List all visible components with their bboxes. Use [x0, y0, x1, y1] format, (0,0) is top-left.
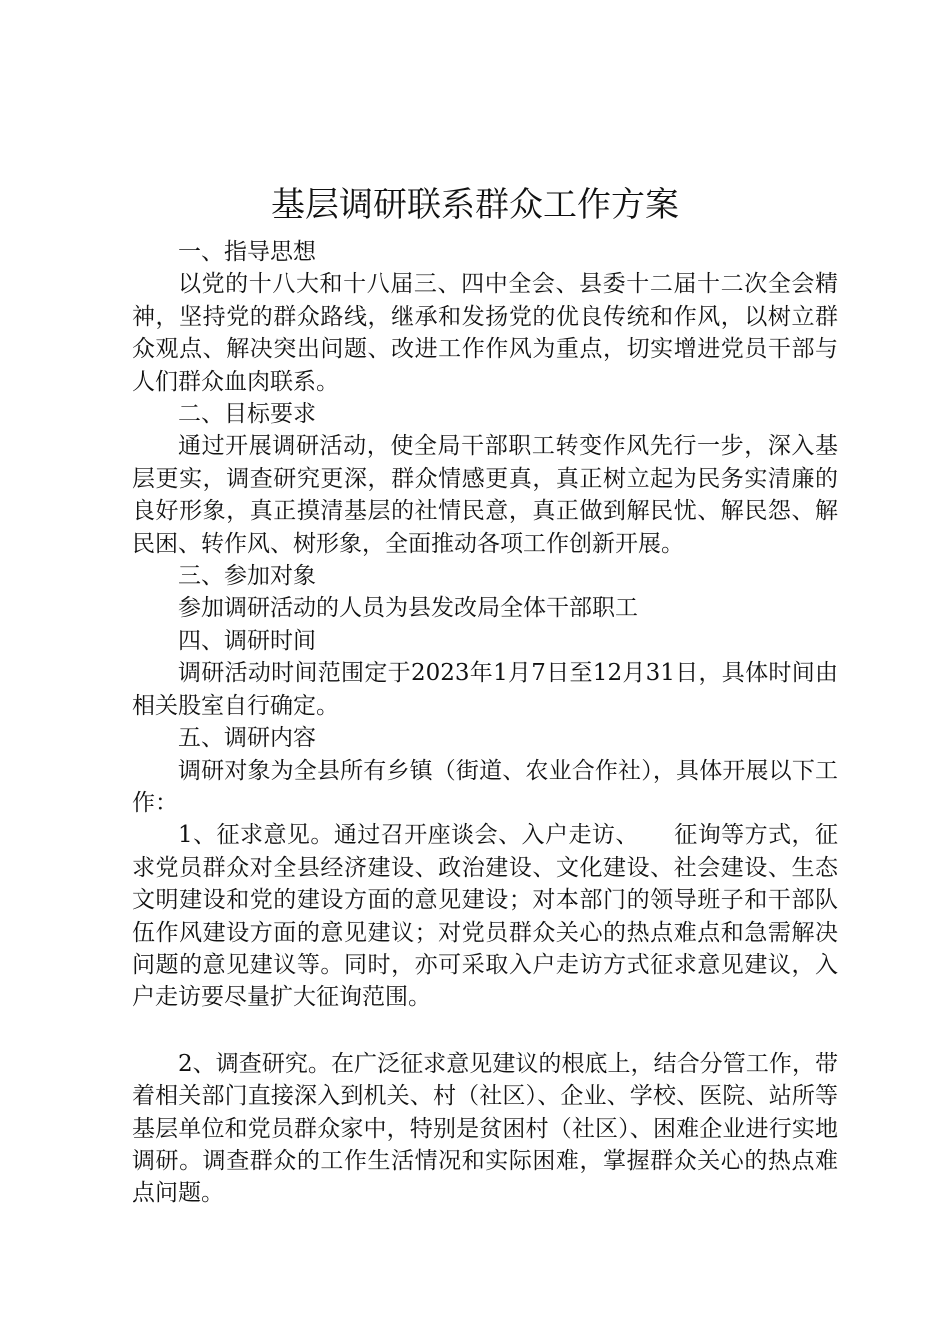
paragraph-content-intro: 调研对象为全县所有乡镇（街道、农业合作社），具体开展以下工作：	[132, 757, 838, 816]
paragraph-content-item-2: 2、调查研究。在广泛征求意见建议的根底上，结合分管工作，带着相关部门直接深入到机关、村（社区）、企业、学校、医院、站所等基层单位和党员群众家中，特别是贫困村（社区）、困难企业进行实地调研。调查群众的工作生活情况和实际困难，掌握群众关心的热点难点问题。	[132, 1050, 838, 1207]
section-heading-content: 五、调研内容	[178, 725, 316, 752]
paragraph-guiding-ideology: 以党的十八大和十八届三、四中全会、县委十二届十二次全会精神，坚持党的群众路线，继承和发扬党的优良传统和作风，以树立群众观点、解决突出问题、改进工作作风为重点，切实增进党员干部与人们群众血肉联系。	[132, 271, 838, 395]
document-body	[132, 236, 838, 1210]
section-heading-participants: 三、参加对象	[178, 563, 316, 590]
document-title: 基层调研联系群众工作方案	[271, 185, 679, 225]
paragraph-schedule: 调研活动时间范围定于2023年1月7日至12月31日，具体时间由相关股室自行确定。	[132, 660, 838, 719]
section-heading-guiding-ideology: 一、指导思想	[178, 239, 316, 265]
section-heading-schedule: 四、调研时间	[178, 627, 316, 654]
paragraph-goals: 通过开展调研活动，使全局干部职工转变作风先行一步，深入基层更实，调查研究更深，群众情感更真，真正树立起为民务实清廉的良好形象，真正摸清基层的社情民意，真正做到解民忧、解民怨、解民困、转作风、树形象，全面推动各项工作创新开展。	[132, 433, 838, 557]
paragraph-participants: 参加调研活动的人员为县发改局全体干部职工	[178, 595, 638, 622]
section-heading-goals: 二、目标要求	[178, 401, 316, 428]
paragraph-content-item-1: 1、征求意见。通过召开座谈会、入户走访、 征询等方式，征求党员群众对全县经济建设、政治建设、文化建设、社会建设、生态文明建设和党的建设方面的意见建设；对本部门的领导班子和干部队伍作风建设方面的意见建议；对党员群众关心的热点难点和急需解决问题的意见建议等。同时，亦可采取入户走访方式征求意见建议，入户走访要尽量扩大征询范围。	[132, 822, 838, 1011]
